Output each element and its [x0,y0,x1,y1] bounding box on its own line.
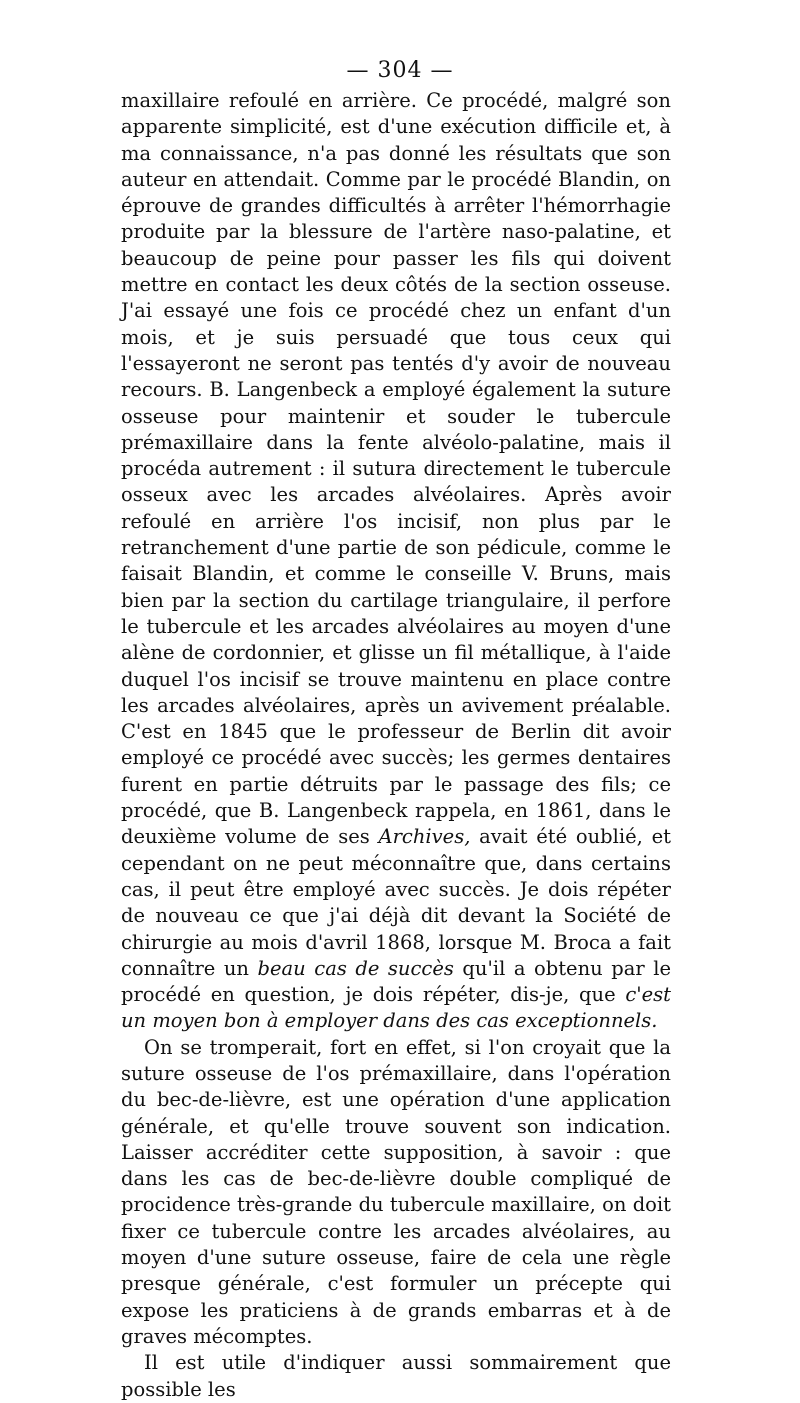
text-segment: avait été oublié, et cependant on ne peut méconnaître que, dans certains cas, il peut être employé avec succès. Je dois répéter de nouveau ce que j'ai déjà dit devant la Société de chirurgie au mois d'avril 1868, lorsque M. Broca a fait connaître un [121,825,671,980]
paragraph-3 [121,1350,671,1403]
italic-segment: c'est un moyen bon à employer dans des cas exceptionnels. [121,983,671,1033]
text-segment: On se tromperait, fort en effet, si l'on croyait que la suture osseuse de l'os prémaxillaire, dans l'opération du bec-de-lièvre, est une opération d'une application générale, et qu'elle trouve souvent son indication. Laisser accréditer cette supposition, à savoir : que dans les cas de bec-de-lièvre double compliqué de procidence très-grande du tubercule maxillaire, on doit fixer ce tubercule contre les arcades alvéolaires, au moyen d'une suture osseuse, faire de cela une règle presque générale, c'est formuler un précepte qui expose les praticiens à de grands embarras et à de graves mécomptes. [121,1035,671,1348]
italic-segment: beau cas de succès [257,956,454,980]
text-segment: Il est utile d'indiquer aussi sommairement que possible les [121,1351,671,1401]
text-segment: qu'il a obtenu par le procédé en question, je dois répéter, dis-je, que [121,956,671,1007]
italic-segment: Archives, [378,825,471,849]
paragraph-1 [121,88,671,1035]
page-number: — 304 — [346,58,454,83]
body-text [121,88,671,1403]
paragraph-2 [121,1035,671,1351]
text-segment: maxillaire refoulé en arrière. Ce procédé, malgré son apparente simplicité, est d'une exécution difficile et, à ma connaissance, n'a pas donné les résultats que son auteur en attendait. Comme par le procédé Blandin, on éprouve de grandes difficultés à arrêter l'hémorrhagie produite par la blessure de l'artère naso-palatine, et beaucoup de peine pour passer les fils qui doivent mettre en contact les deux côtés de la section osseuse. J'ai essayé une fois ce procédé chez un enfant d'un mois, et je suis persuadé que tous ceux qui l'essayeront ne seront pas tentés d'y avoir de nouveau recours. B. Langenbeck a employé également la suture osseuse pour maintenir et souder le tubercule prémaxillaire dans la fente alvéolo-palatine, mais il procéda autrement : il sutura directement le tubercule osseux avec les arcades alvéolaires. Après avoir refoulé en arrière l'os incisif, non plus par le retranchement d'une partie de son pédicule, comme le faisait Blandin, et comme le conseille V. Bruns, mais bien par la section du cartilage triangulaire, il perfore le tubercule et les arcades alvéolaires au moyen d'une alène de cordonnier, et glisse un fil métallique, à l'aide duquel l'os incisif se trouve maintenu en place contre les arcades alvéolaires, après un avivement préalable. C'est en 1845 que le professeur de Berlin dit avoir employé ce procédé avec succès; les germes dentaires furent en partie détruits par le passage des fils; ce procédé, que B. Langenbeck rappela, en 1861, dans le deuxième volume de ses [121,89,671,849]
